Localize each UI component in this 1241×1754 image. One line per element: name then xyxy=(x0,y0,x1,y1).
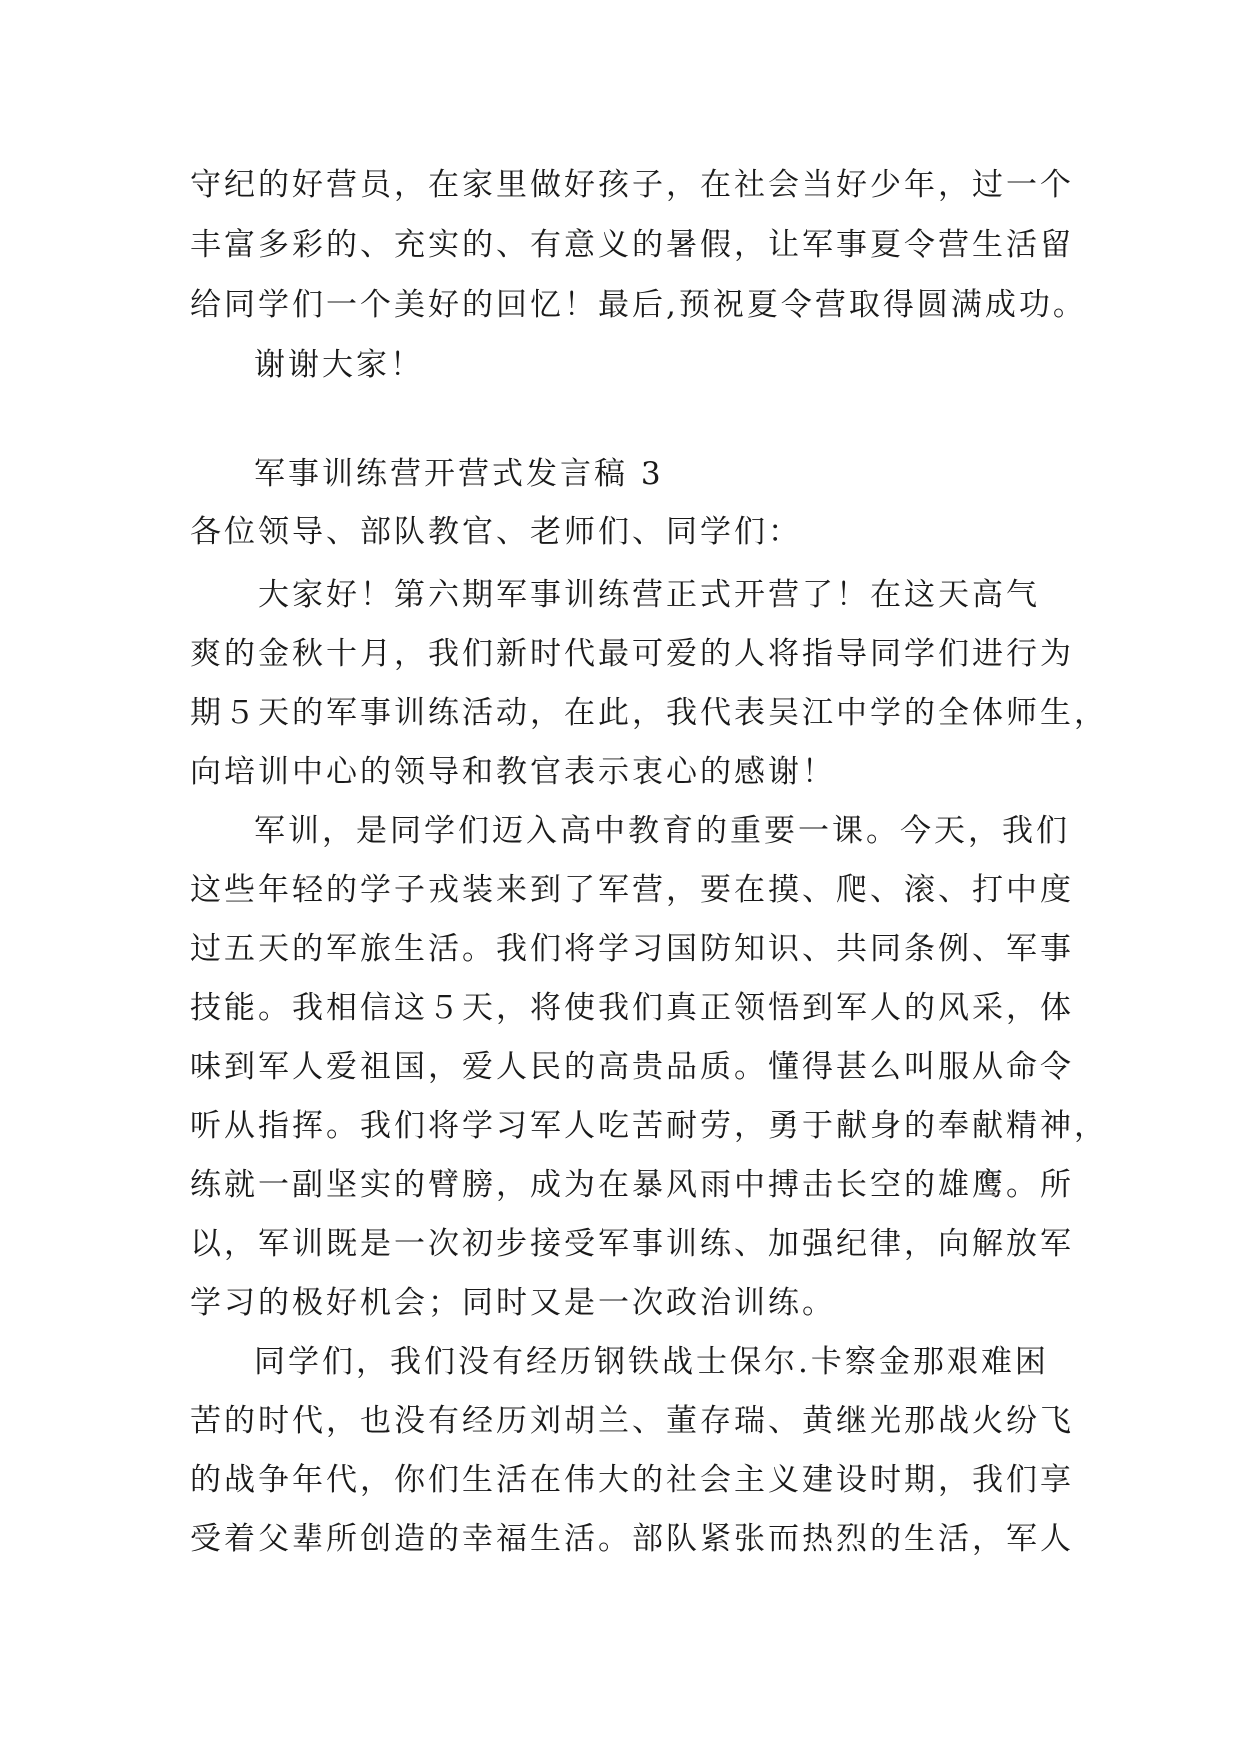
paragraph-line: 技能。我相信这５天，将使我们真正领悟到军人的风采，体 xyxy=(190,990,1074,1026)
paragraph-line: 苦的时代，也没有经历刘胡兰、董存瑞、黄继光那战火纷飞 xyxy=(190,1403,1074,1439)
paragraph-line: 大家好！第六期军事训练营正式开营了！在这天高气 xyxy=(258,577,1040,613)
paragraph-line: 受着父辈所创造的幸福生活。部队紧张而热烈的生活，军人 xyxy=(190,1521,1074,1557)
paragraph-line: 期５天的军事训练活动，在此，我代表吴江中学的全体师生， xyxy=(190,695,1108,731)
section-title: 军事训练营开营式发言稿 3 xyxy=(254,456,664,492)
paragraph-line: 守纪的好营员，在家里做好孩子，在社会当好少年，过一个 xyxy=(190,167,1074,203)
paragraph-line: 学习的极好机会；同时又是一次政治训练。 xyxy=(190,1285,836,1321)
salutation: 各位领导、部队教官、老师们、同学们： xyxy=(190,514,802,550)
paragraph-line: 给同学们一个美好的回忆！最后,预祝夏令营取得圆满成功。 xyxy=(190,287,1087,323)
paragraph-line: 练就一副坚实的臂膀，成为在暴风雨中搏击长空的雄鹰。所 xyxy=(190,1167,1074,1203)
paragraph-line: 的战争年代，你们生活在伟大的社会主义建设时期，我们享 xyxy=(190,1462,1074,1498)
paragraph-line: 军训，是同学们迈入高中教育的重要一课。今天，我们 xyxy=(254,813,1070,849)
paragraph-line: 同学们，我们没有经历钢铁战士保尔.卡察金那艰难困 xyxy=(254,1344,1049,1380)
paragraph-line: 以，军训既是一次初步接受军事训练、加强纪律，向解放军 xyxy=(190,1226,1074,1262)
paragraph-line: 这些年轻的学子戎装来到了军营，要在摸、爬、滚、打中度 xyxy=(190,872,1074,908)
paragraph-line: 爽的金秋十月，我们新时代最可爱的人将指导同学们进行为 xyxy=(190,636,1074,672)
paragraph-line: 过五天的军旅生活。我们将学习国防知识、共同条例、军事 xyxy=(190,931,1074,967)
closing-text: 谢谢大家！ xyxy=(254,347,424,383)
paragraph-line: 味到军人爱祖国，爱人民的高贵品质。懂得甚么叫服从命令 xyxy=(190,1049,1074,1085)
paragraph-line: 听从指挥。我们将学习军人吃苦耐劳，勇于献身的奉献精神， xyxy=(190,1108,1108,1144)
paragraph-line: 丰富多彩的、充实的、有意义的暑假，让军事夏令营生活留 xyxy=(190,227,1074,263)
paragraph-line: 向培训中心的领导和教官表示衷心的感谢！ xyxy=(190,754,836,790)
